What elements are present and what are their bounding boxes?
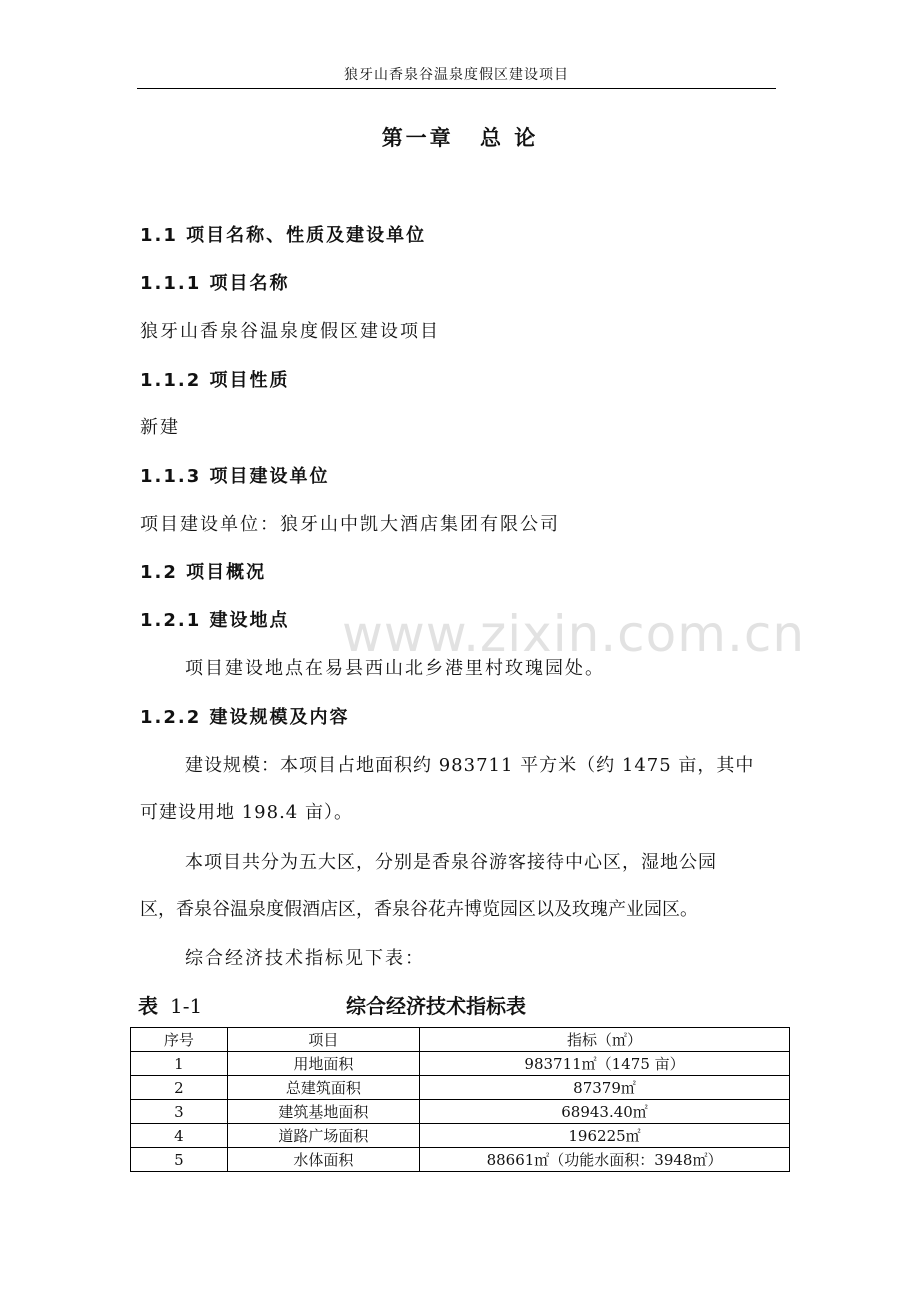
chapter-name: 总 论 — [480, 126, 539, 150]
section-1-1-2-heading: 1.1.2 项目性质 — [140, 370, 290, 391]
table-cell: 68943.40㎡ — [420, 1100, 790, 1124]
section-1-1-1-heading: 1.1.1 项目名称 — [140, 273, 290, 294]
table-cell: 4 — [131, 1124, 228, 1148]
chapter-title — [0, 122, 920, 152]
table-cell: 用地面积 — [227, 1052, 419, 1076]
table-cell: 5 — [131, 1148, 228, 1172]
section-1-2-1-heading: 1.2.1 建设地点 — [140, 610, 290, 631]
table-row — [131, 1076, 790, 1100]
project-name-text: 狼牙山香泉谷温泉度假区建设项目 — [140, 321, 440, 342]
header-cell: 序号 — [131, 1028, 228, 1052]
page-header: 狼牙山香泉谷温泉度假区建设项目 — [344, 67, 569, 83]
zones-text-line2: 区，香泉谷温泉度假酒店区，香泉谷花卉博览园区以及玫瑰产业园区。 — [140, 899, 698, 920]
table-cell: 建筑基地面积 — [227, 1100, 419, 1124]
section-1-2-heading: 1.2 项目概况 — [140, 562, 267, 583]
scale-text-line1: 建设规模：本项目占地面积约 983711 平方米（约 1475 亩，其中 — [185, 755, 755, 776]
header-cell: 指标（㎡） — [420, 1028, 790, 1052]
table-cell: 87379㎡ — [420, 1076, 790, 1100]
table-row — [131, 1148, 790, 1172]
scale-text-line2: 可建设用地 198.4 亩）。 — [140, 802, 353, 823]
indicator-intro-text: 综合经济技术指标见下表： — [185, 948, 425, 969]
table-cell: 1 — [131, 1052, 228, 1076]
watermark: www.zixin.com.cn — [342, 605, 806, 663]
zones-text-line1: 本项目共分为五大区，分别是香泉谷游客接待中心区，湿地公园 — [185, 852, 717, 873]
table-cell: 88661㎡（功能水面积：3948㎡） — [420, 1148, 790, 1172]
location-text: 项目建设地点在易县西山北乡港里村玫瑰园处。 — [185, 658, 605, 679]
table-row — [131, 1124, 790, 1148]
table-cell: 983711㎡（1475 亩） — [420, 1052, 790, 1076]
indicator-table — [130, 1027, 790, 1172]
table-caption-title: 综合经济技术指标表 — [346, 994, 526, 1018]
table-cell: 3 — [131, 1100, 228, 1124]
table-cell: 总建筑面积 — [227, 1076, 419, 1100]
table-cell: 196225㎡ — [420, 1124, 790, 1148]
table-caption-number: 1-1 — [170, 994, 203, 1018]
header-cell: 项目 — [227, 1028, 419, 1052]
section-1-1-3-heading: 1.1.3 项目建设单位 — [140, 466, 330, 487]
table-caption-label: 表 — [138, 994, 158, 1018]
section-1-2-2-heading: 1.2.2 建设规模及内容 — [140, 707, 350, 728]
construction-unit-text: 项目建设单位：狼牙山中凯大酒店集团有限公司 — [140, 514, 560, 535]
table-caption — [138, 990, 526, 1019]
section-1-1-heading: 1.1 项目名称、性质及建设单位 — [140, 225, 427, 246]
chapter-label: 第一章 — [381, 126, 454, 150]
table-cell: 道路广场面积 — [227, 1124, 419, 1148]
table-row — [131, 1100, 790, 1124]
table-cell: 水体面积 — [227, 1148, 419, 1172]
table-header-row — [131, 1028, 790, 1052]
table-cell: 2 — [131, 1076, 228, 1100]
project-nature-text: 新建 — [140, 417, 180, 438]
header-rule — [137, 88, 776, 89]
table-row — [131, 1052, 790, 1076]
